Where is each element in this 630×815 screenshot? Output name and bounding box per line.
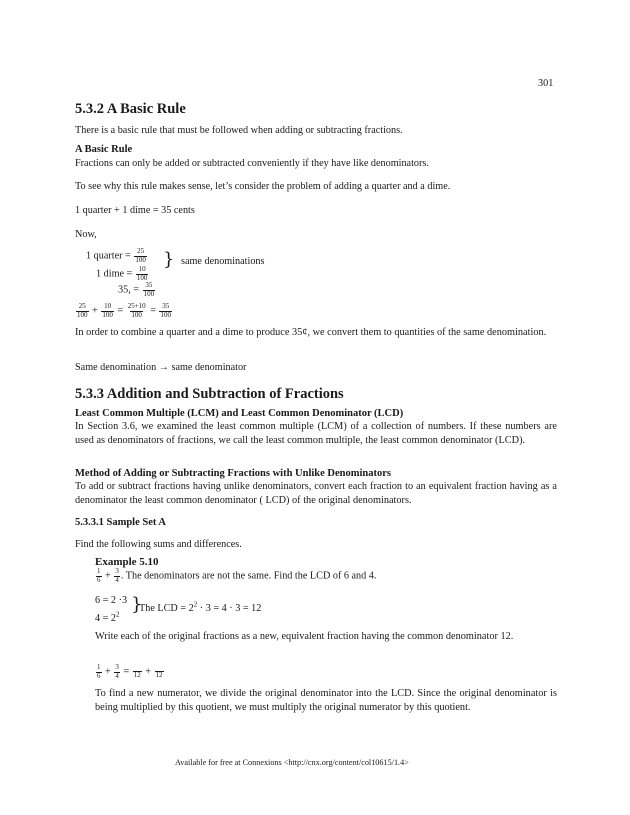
example-title: Example 5.10 bbox=[95, 556, 159, 568]
fraction: $\frac{10}{100}$ bbox=[136, 265, 148, 282]
fraction: $\frac{35}{100}$ bbox=[143, 281, 155, 298]
rule-text: Fractions can only be added or subtracted conveniently if they have like denominators. bbox=[75, 158, 429, 169]
fraction: $\frac{1}{6}$ bbox=[97, 663, 101, 680]
fraction: $\frac{10}{100}$ bbox=[102, 302, 113, 319]
equation-cents: 1 quarter + 1 dime = 35 cents bbox=[75, 205, 195, 216]
section-heading-5-3-2: 5.3.2 A Basic Rule bbox=[75, 101, 186, 117]
fraction-blank-numerator: 12 bbox=[133, 671, 141, 680]
section-heading-5-3-3: 5.3.3 Addition and Subtraction of Fractions bbox=[75, 386, 344, 402]
fraction-sum: $\frac{25}{100}$ + $\frac{10}{100}$ = $\frac{25+10}{100}$ = $\frac{35}{100}$ bbox=[77, 302, 171, 319]
lcd-result: The LCD = $2^2 \cdot 3 = 4 \cdot 3 = 12$ bbox=[139, 600, 262, 614]
rule-title: A Basic Rule bbox=[75, 144, 133, 155]
right-brace-icon: } bbox=[131, 594, 143, 615]
fraction: $\frac{3}{4}$ bbox=[115, 663, 119, 680]
lcm-title: Least Common Multiple (LCM) and Least Common Denominator (LCD) bbox=[75, 408, 404, 419]
numerator-paragraph: To find a new numerator, we divide the original denominator into the LCD. Since the original denominator is being multiplied by this quotient, we must multiply the original numerator by this quotient. bbox=[95, 688, 557, 714]
equivalent-fractions: $\frac{1}{6}$ + $\frac{3}{4}$ = 12 + 12 bbox=[97, 663, 163, 680]
fraction: $\frac{25+10}{100}$ bbox=[127, 302, 146, 319]
equation-quarter: 1 quarter = $\frac{25}{100}$ bbox=[86, 247, 146, 264]
sample-set-heading: 5.3.3.1 Sample Set A bbox=[75, 517, 167, 528]
right-brace-icon: } bbox=[163, 249, 175, 270]
write-paragraph: Write each of the original fractions as a new, equivalent fraction having the common denominator 12. bbox=[95, 631, 514, 642]
method-title: Method of Adding or Subtracting Fractions with Unlike Denominators bbox=[75, 468, 391, 479]
brace-label: same denominations bbox=[181, 256, 265, 267]
fraction-blank-numerator: 12 bbox=[155, 671, 163, 680]
combine-paragraph: In order to combine a quarter and a dime to produce 35¢, we convert them to quantities of the same denomination. bbox=[75, 327, 547, 338]
intro-paragraph: There is a basic rule that must be followed when adding or subtracting fractions. bbox=[75, 125, 403, 136]
footer-attribution: Available for free at Connexions <http://cnx.org/content/col10615/1.4> bbox=[175, 758, 409, 767]
fraction: $\frac{35}{100}$ bbox=[160, 302, 171, 319]
fraction: $\frac{1}{6}$ bbox=[97, 567, 101, 584]
fraction: $\frac{25}{100}$ bbox=[77, 302, 88, 319]
fraction: $\frac{25}{100}$ bbox=[135, 247, 146, 264]
lcm-paragraph: In Section 3.6, we examined the least common multiple (LCM) of a collection of numbers. If these numbers are used as denominators of fractions, we call the least common multiple, the least common denominator (LCD). bbox=[75, 421, 557, 447]
factor-row-6: 6 = 2 ·3 bbox=[95, 595, 128, 606]
same-denomination-line: Same denomination → same denominator bbox=[75, 362, 247, 373]
equation-dime: 1 dime = $\frac{10}{100}$ bbox=[96, 265, 148, 282]
equation-35: 35, = $\frac{35}{100}$ bbox=[118, 281, 155, 298]
method-paragraph: To add or subtract fractions having unlike denominators, convert each fraction to an equivalent fraction having as a denominator the least common denominator ( LCD) of the original denominators. bbox=[75, 481, 557, 507]
example-problem: $\frac{1}{6}$ + $\frac{3}{4}$ . The denominators are not the same. Find the LCD of 6 and 4. bbox=[97, 567, 377, 584]
sample-set-intro: Find the following sums and differences. bbox=[75, 539, 242, 550]
factor-row-4: $4 = 2^2$ bbox=[95, 610, 120, 624]
fraction: $\frac{3}{4}$ bbox=[115, 567, 119, 584]
now-label: Now, bbox=[75, 229, 97, 240]
page-number: 301 bbox=[538, 78, 554, 89]
why-paragraph: To see why this rule makes sense, let’s consider the problem of adding a quarter and a dime. bbox=[75, 181, 451, 192]
